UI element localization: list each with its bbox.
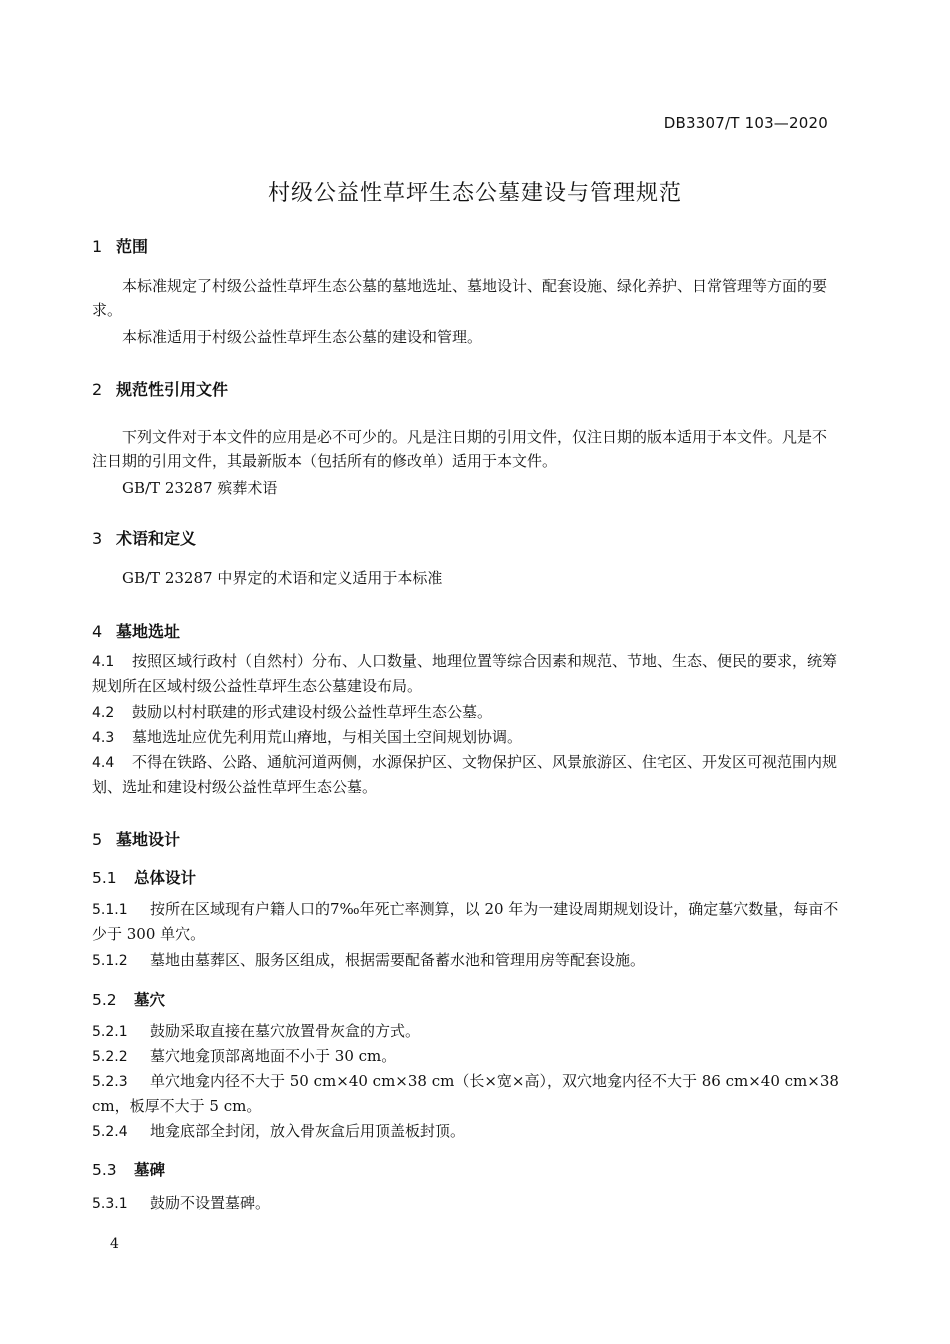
clause-number: 4.1 (92, 654, 115, 670)
section-5-heading (92, 827, 180, 850)
clause-4-4 (92, 751, 840, 799)
clause-number: 5.2.3 (92, 1074, 128, 1090)
section-title: 墓地设计 (116, 830, 181, 849)
section-number: 1 (92, 237, 103, 256)
section-title: 术语和定义 (116, 529, 197, 548)
page-title: 村级公益性草坪生态公墓建设与管理规范 (267, 181, 682, 206)
clause-text: 按照区域行政村（自然村）分布、人口数量、地理位置等综合因素和规范、节地、生态、便民的要求，统筹规划所在区域村级公益性草坪生态公墓建设布局。 (92, 652, 838, 695)
section-3-paragraph-1: GB/T 23287 中界定的术语和定义适用于本标准 (122, 569, 443, 587)
subsection-number: 5.2 (92, 991, 117, 1009)
section-2-reference: GB/T 23287 殡葬术语 (122, 479, 278, 497)
section-number: 4 (92, 622, 103, 641)
clause-4-3 (92, 726, 840, 751)
subsection-5-2-heading (92, 988, 165, 1010)
clause-number: 4.2 (92, 705, 115, 721)
section-2-heading (92, 377, 228, 400)
subsection-5-1-heading (92, 866, 196, 888)
clause-number: 5.2.1 (92, 1024, 128, 1040)
clause-number: 4.4 (92, 755, 115, 771)
clause-text: 鼓励不设置墓碑。 (150, 1194, 271, 1212)
clause-number: 5.3.1 (92, 1196, 128, 1212)
clause-5-2-4 (92, 1120, 840, 1145)
section-title: 范围 (116, 237, 149, 256)
clause-5-2-2 (92, 1045, 840, 1070)
clause-number: 4.3 (92, 730, 115, 746)
clause-5-2-1 (92, 1020, 840, 1045)
subsection-title: 墓碑 (134, 1161, 166, 1179)
clause-5-1-1 (92, 898, 840, 946)
subsection-number: 5.1 (92, 869, 117, 887)
section-4-heading (92, 619, 180, 642)
section-2-paragraph-1: 下列文件对于本文件的应用是必不可少的。凡是注日期的引用文件，仅注日期的版本适用于本文件。凡是不注日期的引用文件，其最新版本（包括所有的修改单）适用于本文件。 (92, 428, 828, 470)
section-1-paragraph-2: 本标准适用于村级公益性草坪生态公墓的建设和管理。 (122, 328, 483, 346)
clause-number: 5.1.1 (92, 902, 128, 918)
subsection-number: 5.3 (92, 1161, 117, 1179)
clause-text: 鼓励以村村联建的形式建设村级公益性草坪生态公墓。 (132, 703, 493, 721)
clause-text: 鼓励采取直接在墓穴放置骨灰盒的方式。 (150, 1022, 421, 1040)
section-number: 3 (92, 529, 103, 548)
clause-4-2 (92, 701, 840, 726)
clause-4-1 (92, 650, 840, 698)
subsection-title: 总体设计 (134, 869, 197, 887)
clause-text: 按所在区域现有户籍人口的7‰年死亡率测算，以 20 年为一建设周期规划设计，确定墓穴数量，每亩不少于 300 单穴。 (92, 900, 839, 943)
clause-number: 5.1.2 (92, 953, 128, 969)
clause-text: 单穴地龛内径不大于 50 cm×40 cm×38 cm（长×宽×高），双穴地龛内径不大于 86 cm×40 cm×38 cm，板厚不大于 5 cm。 (92, 1072, 839, 1115)
clause-number: 5.2.2 (92, 1049, 128, 1065)
clause-text: 墓地选址应优先利用荒山瘠地，与相关国土空间规划协调。 (132, 728, 523, 746)
clause-text: 不得在铁路、公路、通航河道两侧，水源保护区、文物保护区、风景旅游区、住宅区、开发区可视范围内规划、选址和建设村级公益性草坪生态公墓。 (92, 753, 838, 796)
section-1-heading (92, 234, 148, 257)
section-3-heading (92, 526, 196, 549)
section-number: 5 (92, 830, 103, 849)
subsection-5-3-heading (92, 1158, 165, 1180)
clause-5-3-1 (92, 1192, 840, 1217)
subsection-title: 墓穴 (134, 991, 166, 1009)
section-title: 墓地选址 (116, 622, 181, 641)
clause-number: 5.2.4 (92, 1124, 128, 1140)
clause-text: 墓地由墓葬区、服务区组成，根据需要配备蓄水池和管理用房等配套设施。 (150, 951, 646, 969)
section-1-paragraph-1: 本标准规定了村级公益性草坪生态公墓的墓地选址、墓地设计、配套设施、绿化养护、日常管理等方面的要求。 (92, 277, 828, 319)
clause-5-1-2 (92, 949, 840, 974)
clause-text: 墓穴地龛顶部离地面不小于 30 cm。 (150, 1047, 397, 1065)
clause-5-2-3 (92, 1070, 840, 1118)
document-id: DB3307/T 103—2020 (663, 114, 828, 132)
page-number: 4 (110, 1236, 119, 1252)
clause-text: 地龛底部全封闭，放入骨灰盒后用顶盖板封顶。 (150, 1122, 466, 1140)
section-number: 2 (92, 380, 103, 399)
section-title: 规范性引用文件 (116, 380, 229, 399)
